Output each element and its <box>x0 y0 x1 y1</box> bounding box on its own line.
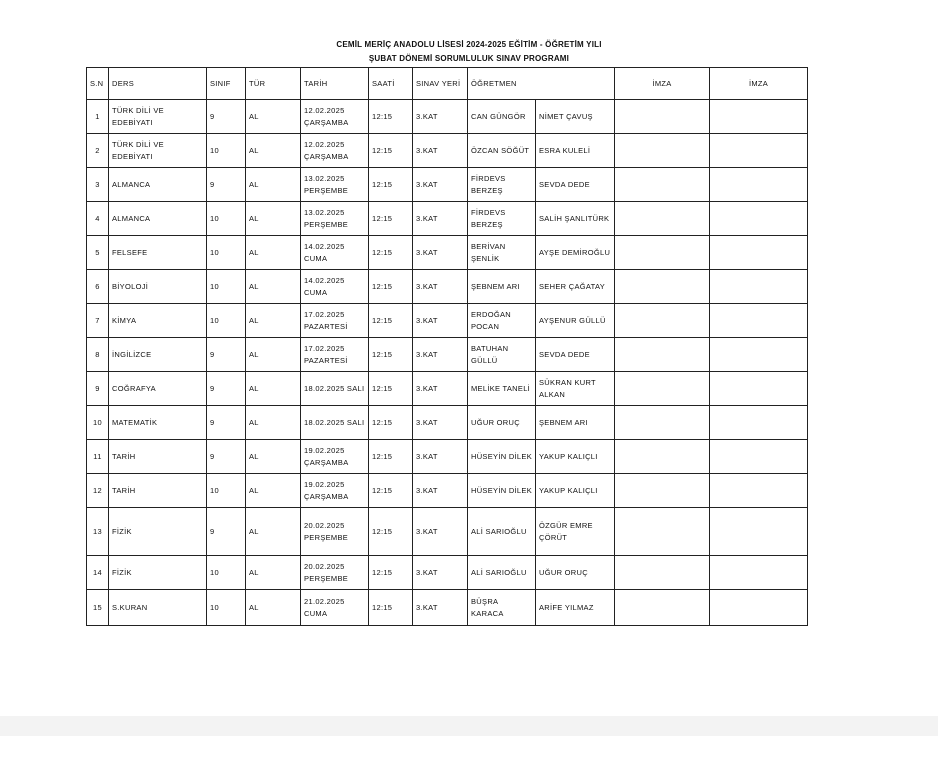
header-sinav-yeri: SINAV YERİ <box>413 68 468 100</box>
cell-ogretmen-1: HÜSEYİN DİLEK <box>468 440 536 474</box>
table-header-row <box>87 68 808 100</box>
header-sinif: SINIF <box>207 68 246 100</box>
cell-imza-2 <box>710 474 808 508</box>
cell-sn: 15 <box>87 590 109 626</box>
cell-sn: 4 <box>87 202 109 236</box>
cell-sinav-yeri: 3.KAT <box>413 556 468 590</box>
cell-sn: 2 <box>87 134 109 168</box>
cell-sn: 7 <box>87 304 109 338</box>
cell-sinif: 9 <box>207 406 246 440</box>
cell-saati: 12:15 <box>369 338 413 372</box>
cell-ders: TARİH <box>109 474 207 508</box>
cell-imza-1 <box>615 338 710 372</box>
cell-sinif: 10 <box>207 202 246 236</box>
table-row <box>87 590 808 626</box>
header-ogretmen: ÖĞRETMEN <box>468 68 615 100</box>
cell-sn: 14 <box>87 556 109 590</box>
cell-ders: FİZİK <box>109 556 207 590</box>
cell-sn: 5 <box>87 236 109 270</box>
table-row <box>87 406 808 440</box>
header-imza-1: İMZA <box>615 68 710 100</box>
cell-sinav-yeri: 3.KAT <box>413 168 468 202</box>
cell-tur: AL <box>246 556 301 590</box>
cell-imza-2 <box>710 168 808 202</box>
document-title <box>0 38 938 66</box>
cell-tur: AL <box>246 304 301 338</box>
table-row <box>87 236 808 270</box>
cell-ogretmen-1: ALİ SARIOĞLU <box>468 556 536 590</box>
cell-imza-1 <box>615 304 710 338</box>
cell-ders: TARİH <box>109 440 207 474</box>
cell-sinav-yeri: 3.KAT <box>413 474 468 508</box>
table-row <box>87 474 808 508</box>
cell-ogretmen-1: BERİVAN ŞENLİK <box>468 236 536 270</box>
cell-imza-1 <box>615 100 710 134</box>
cell-saati: 12:15 <box>369 202 413 236</box>
cell-imza-1 <box>615 508 710 556</box>
cell-imza-2 <box>710 304 808 338</box>
cell-saati: 12:15 <box>369 134 413 168</box>
cell-sinav-yeri: 3.KAT <box>413 372 468 406</box>
cell-ders: KİMYA <box>109 304 207 338</box>
cell-tarih: 14.02.2025 CUMA <box>301 270 369 304</box>
cell-ogretmen-1: MELİKE TANELİ <box>468 372 536 406</box>
cell-sinif: 9 <box>207 168 246 202</box>
cell-sinav-yeri: 3.KAT <box>413 304 468 338</box>
cell-sn: 10 <box>87 406 109 440</box>
cell-ogretmen-2: SEVDA DEDE <box>536 338 615 372</box>
exam-schedule-table <box>86 67 808 626</box>
cell-saati: 12:15 <box>369 440 413 474</box>
cell-ders: İNGİLİZCE <box>109 338 207 372</box>
cell-tarih: 12.02.2025 ÇARŞAMBA <box>301 100 369 134</box>
cell-ders: COĞRAFYA <box>109 372 207 406</box>
cell-tarih: 21.02.2025 CUMA <box>301 590 369 626</box>
cell-imza-1 <box>615 168 710 202</box>
cell-sinif: 9 <box>207 100 246 134</box>
cell-saati: 12:15 <box>369 590 413 626</box>
cell-sinif: 10 <box>207 590 246 626</box>
cell-sinav-yeri: 3.KAT <box>413 236 468 270</box>
cell-ogretmen-2: AYŞENUR GÜLLÜ <box>536 304 615 338</box>
cell-ogretmen-1: CAN GÜNGÖR <box>468 100 536 134</box>
cell-imza-2 <box>710 270 808 304</box>
cell-sn: 8 <box>87 338 109 372</box>
cell-sinif: 9 <box>207 372 246 406</box>
cell-ogretmen-2: ŞEBNEM ARI <box>536 406 615 440</box>
cell-ogretmen-2: UĞUR ORUÇ <box>536 556 615 590</box>
viewer-bottom-bar <box>0 716 938 736</box>
cell-sinif: 10 <box>207 556 246 590</box>
cell-ders: BİYOLOJİ <box>109 270 207 304</box>
cell-tur: AL <box>246 270 301 304</box>
cell-tarih: 20.02.2025 PERŞEMBE <box>301 556 369 590</box>
cell-ogretmen-2: YAKUP KALIÇLI <box>536 440 615 474</box>
cell-imza-2 <box>710 590 808 626</box>
cell-ders: FİZİK <box>109 508 207 556</box>
header-imza-2: İMZA <box>710 68 808 100</box>
cell-imza-1 <box>615 440 710 474</box>
cell-sinif: 10 <box>207 270 246 304</box>
cell-imza-2 <box>710 406 808 440</box>
cell-saati: 12:15 <box>369 270 413 304</box>
cell-sn: 6 <box>87 270 109 304</box>
title-line-1: CEMİL MERİÇ ANADOLU LİSESİ 2024-2025 EĞİTİM - ÖĞRETİM YILI <box>336 40 602 49</box>
table-row <box>87 100 808 134</box>
cell-tarih: 12.02.2025 ÇARŞAMBA <box>301 134 369 168</box>
cell-imza-1 <box>615 270 710 304</box>
cell-sinif: 10 <box>207 304 246 338</box>
cell-ders: S.KURAN <box>109 590 207 626</box>
cell-tarih: 13.02.2025 PERŞEMBE <box>301 168 369 202</box>
cell-imza-2 <box>710 202 808 236</box>
cell-imza-1 <box>615 556 710 590</box>
cell-tur: AL <box>246 338 301 372</box>
cell-imza-1 <box>615 372 710 406</box>
cell-ders: FELSEFE <box>109 236 207 270</box>
cell-imza-1 <box>615 474 710 508</box>
table-row <box>87 202 808 236</box>
cell-tur: AL <box>246 590 301 626</box>
cell-saati: 12:15 <box>369 372 413 406</box>
header-tarih: TARİH <box>301 68 369 100</box>
cell-sn: 1 <box>87 100 109 134</box>
cell-imza-2 <box>710 338 808 372</box>
cell-tarih: 19.02.2025 ÇARŞAMBA <box>301 474 369 508</box>
cell-tur: AL <box>246 372 301 406</box>
cell-sinav-yeri: 3.KAT <box>413 406 468 440</box>
cell-imza-2 <box>710 134 808 168</box>
cell-sn: 13 <box>87 508 109 556</box>
table-row <box>87 168 808 202</box>
cell-sinav-yeri: 3.KAT <box>413 338 468 372</box>
cell-sinif: 10 <box>207 236 246 270</box>
cell-tur: AL <box>246 440 301 474</box>
cell-tarih: 18.02.2025 SALI <box>301 372 369 406</box>
header-tur: TÜR <box>246 68 301 100</box>
cell-ogretmen-2: ÖZGÜR EMRE ÇÖRÜT <box>536 508 615 556</box>
cell-ogretmen-1: FİRDEVS BERZEŞ <box>468 202 536 236</box>
table-row <box>87 372 808 406</box>
cell-imza-2 <box>710 440 808 474</box>
cell-sinif: 9 <box>207 440 246 474</box>
cell-tur: AL <box>246 508 301 556</box>
table-row <box>87 134 808 168</box>
cell-ogretmen-1: UĞUR ORUÇ <box>468 406 536 440</box>
cell-imza-2 <box>710 236 808 270</box>
cell-sn: 12 <box>87 474 109 508</box>
table-body <box>87 100 808 626</box>
cell-ders: ALMANCA <box>109 168 207 202</box>
cell-ogretmen-1: ALİ SARIOĞLU <box>468 508 536 556</box>
cell-ogretmen-2: YAKUP KALIÇLI <box>536 474 615 508</box>
cell-tarih: 20.02.2025 PERŞEMBE <box>301 508 369 556</box>
cell-sinav-yeri: 3.KAT <box>413 202 468 236</box>
cell-ogretmen-2: SEHER ÇAĞATAY <box>536 270 615 304</box>
cell-tarih: 19.02.2025 ÇARŞAMBA <box>301 440 369 474</box>
cell-saati: 12:15 <box>369 406 413 440</box>
cell-imza-2 <box>710 100 808 134</box>
cell-ogretmen-1: BATUHAN GÜLLÜ <box>468 338 536 372</box>
header-sn: S.N <box>87 68 109 100</box>
cell-ogretmen-2: SÜKRAN KURT ALKAN <box>536 372 615 406</box>
table-row <box>87 440 808 474</box>
cell-sinav-yeri: 3.KAT <box>413 134 468 168</box>
cell-saati: 12:15 <box>369 508 413 556</box>
cell-ogretmen-1: FİRDEVS BERZEŞ <box>468 168 536 202</box>
cell-sinif: 10 <box>207 134 246 168</box>
cell-sn: 9 <box>87 372 109 406</box>
cell-sinif: 9 <box>207 338 246 372</box>
cell-ogretmen-2: ESRA KULELİ <box>536 134 615 168</box>
cell-imza-1 <box>615 236 710 270</box>
cell-saati: 12:15 <box>369 556 413 590</box>
cell-ogretmen-2: NİMET ÇAVUŞ <box>536 100 615 134</box>
cell-tarih: 17.02.2025 PAZARTESİ <box>301 338 369 372</box>
cell-ogretmen-2: AYŞE DEMİROĞLU <box>536 236 615 270</box>
cell-ders: TÜRK DİLİ VE EDEBİYATI <box>109 100 207 134</box>
cell-ogretmen-1: BÜŞRA KARACA <box>468 590 536 626</box>
cell-tur: AL <box>246 474 301 508</box>
cell-sinav-yeri: 3.KAT <box>413 508 468 556</box>
title-line-2: ŞUBAT DÖNEMİ SORUMLULUK SINAV PROGRAMI <box>368 54 570 63</box>
cell-tur: AL <box>246 406 301 440</box>
cell-imza-1 <box>615 134 710 168</box>
table-row <box>87 508 808 556</box>
cell-tur: AL <box>246 100 301 134</box>
cell-tarih: 14.02.2025 CUMA <box>301 236 369 270</box>
cell-saati: 12:15 <box>369 100 413 134</box>
cell-ogretmen-2: ARİFE YILMAZ <box>536 590 615 626</box>
cell-ders: MATEMATİK <box>109 406 207 440</box>
cell-saati: 12:15 <box>369 168 413 202</box>
cell-ders: ALMANCA <box>109 202 207 236</box>
cell-imza-1 <box>615 406 710 440</box>
cell-sn: 3 <box>87 168 109 202</box>
cell-ogretmen-1: HÜSEYİN DİLEK <box>468 474 536 508</box>
table-row <box>87 556 808 590</box>
cell-sinav-yeri: 3.KAT <box>413 270 468 304</box>
cell-ogretmen-2: SEVDA DEDE <box>536 168 615 202</box>
cell-tarih: 18.02.2025 SALI <box>301 406 369 440</box>
cell-sinav-yeri: 3.KAT <box>413 440 468 474</box>
cell-tur: AL <box>246 134 301 168</box>
cell-imza-2 <box>710 508 808 556</box>
header-ders: DERS <box>109 68 207 100</box>
cell-sinif: 10 <box>207 474 246 508</box>
cell-ogretmen-2: SALİH ŞANLITÜRK <box>536 202 615 236</box>
cell-tarih: 13.02.2025 PERŞEMBE <box>301 202 369 236</box>
table-row <box>87 338 808 372</box>
cell-sinif: 9 <box>207 508 246 556</box>
cell-tur: AL <box>246 236 301 270</box>
cell-imza-2 <box>710 372 808 406</box>
cell-saati: 12:15 <box>369 474 413 508</box>
cell-sinav-yeri: 3.KAT <box>413 590 468 626</box>
cell-imza-1 <box>615 202 710 236</box>
cell-saati: 12:15 <box>369 236 413 270</box>
cell-saati: 12:15 <box>369 304 413 338</box>
cell-imza-1 <box>615 590 710 626</box>
cell-tur: AL <box>246 202 301 236</box>
cell-ogretmen-1: ERDOĞAN POCAN <box>468 304 536 338</box>
cell-ogretmen-1: ŞEBNEM ARI <box>468 270 536 304</box>
cell-ders: TÜRK DİLİ VE EDEBİYATI <box>109 134 207 168</box>
cell-sinav-yeri: 3.KAT <box>413 100 468 134</box>
table-row <box>87 270 808 304</box>
cell-tarih: 17.02.2025 PAZARTESİ <box>301 304 369 338</box>
header-saati: SAATİ <box>369 68 413 100</box>
cell-ogretmen-1: ÖZCAN SÖĞÜT <box>468 134 536 168</box>
table-row <box>87 304 808 338</box>
cell-imza-2 <box>710 556 808 590</box>
cell-tur: AL <box>246 168 301 202</box>
cell-sn: 11 <box>87 440 109 474</box>
